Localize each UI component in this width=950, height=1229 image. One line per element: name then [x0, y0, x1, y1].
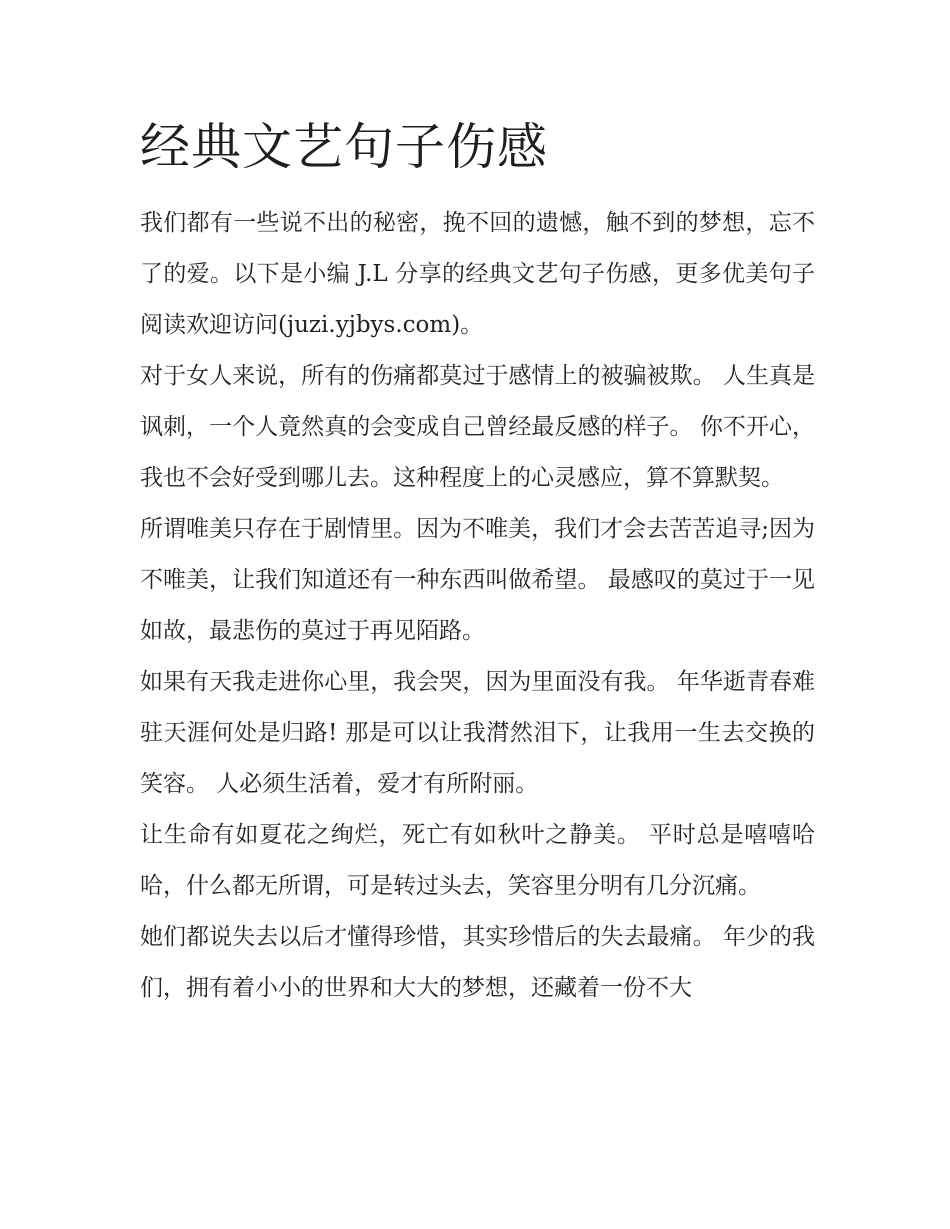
paragraph: 对于女人来说，所有的伤痛都莫过于感情上的被骗被欺。 人生真是讽刺，一个人竟然真的会变成自己曾经最反感的样子。 你不开心，我也不会好受到哪儿去。这种程度上的心灵感应，算不算默契。: [140, 363, 815, 491]
document-title: 经典文艺句子伤感: [140, 118, 548, 176]
paragraph: 所谓唯美只存在于剧情里。因为不唯美，我们才会去苦苦追寻;因为不唯美，让我们知道还有一种东西叫做希望。 最感叹的莫过于一见如故，最悲伤的莫过于再见陌路。: [140, 516, 815, 644]
paragraph: 如果有天我走进你心里，我会哭，因为里面没有我。 年华逝青春难驻天涯何处是归路! 那是可以让我潸然泪下，让我用一生去交换的笑容。 人必须生活着，爱才有所附丽。: [140, 669, 815, 797]
document-page: [140, 112, 815, 1014]
paragraph: 我们都有一些说不出的秘密，挽不回的遗憾，触不到的梦想，忘不了的爱。以下是小编 J.L 分享的经典文艺句子伤感，更多优美句子阅读欢迎访问(juzi.yjbys.com)。: [140, 210, 815, 338]
paragraph: 让生命有如夏花之绚烂，死亡有如秋叶之静美。 平时总是嘻嘻哈哈，什么都无所谓，可是转过头去，笑容里分明有几分沉痛。: [140, 822, 815, 899]
paragraph: 她们都说失去以后才懂得珍惜，其实珍惜后的失去最痛。 年少的我们，拥有着小小的世界和大大的梦想，还藏着一份不大: [140, 924, 815, 1001]
